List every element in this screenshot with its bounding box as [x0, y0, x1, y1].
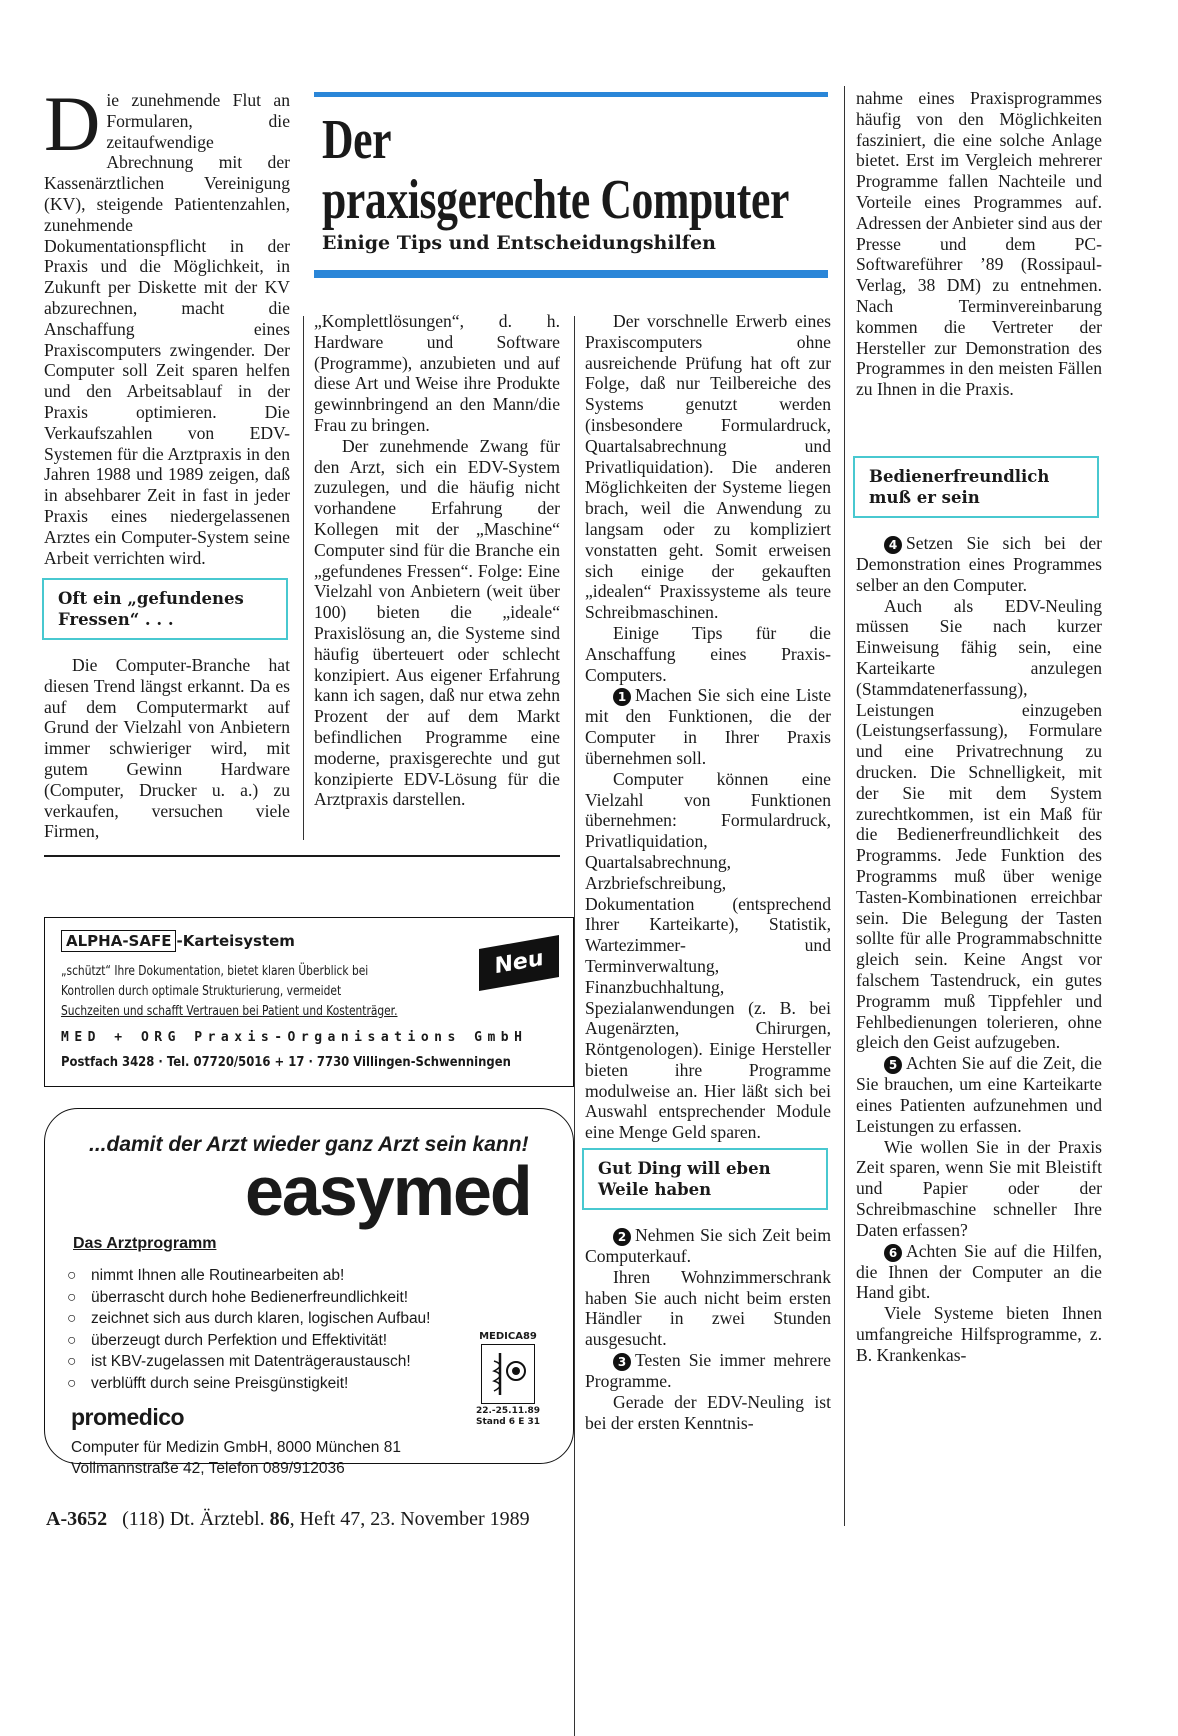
- column-rule: [303, 316, 304, 840]
- promedico-address: Computer für Medizin GmbH, 8000 München 81 Vollmannstraße 42, Telefon 089/912036: [71, 1439, 401, 1477]
- ad-address: Postfach 3428 · Tel. 07720/5016 + 17 · 7730 Villingen-Schwenningen: [61, 1054, 511, 1070]
- ad-description: „schützt“ Ihre Dokumentation, bietet klaren Überblick bei Kontrollen durch optimale Strukturierung, vermeidet Suchzeiten und schafft Vertrauen bei Patient und Kostenträger.: [61, 964, 398, 1019]
- ad-company: MED + ORG Praxis-Organisations GmbH: [61, 1030, 528, 1045]
- caduceus-icon: [481, 1344, 535, 1404]
- easymed-logo: easymed: [245, 1152, 531, 1230]
- feature-item: ○ ist KBV-zugelassen mit Datenträgeraustausch!: [67, 1351, 431, 1373]
- section-heading-box: [582, 1148, 828, 1210]
- ad-tagline: ...damit der Arzt wieder ganz Arzt sein kann!: [89, 1133, 529, 1156]
- title-bottom-bar: [314, 270, 828, 278]
- promedico-logo: promedico: [71, 1404, 185, 1430]
- section-heading: Bedienerfreundlich muß er sein: [869, 467, 1050, 507]
- number-5-icon: 5: [884, 1056, 902, 1074]
- feature-list: [67, 1265, 431, 1394]
- section-heading-box: [853, 456, 1099, 518]
- ad-separator-rule: [44, 855, 560, 857]
- alpha-safe-ad: [44, 917, 574, 1087]
- feature-item: ○ verblüfft durch seine Preisgünstigkeit!: [67, 1373, 431, 1395]
- feature-item: ○ zeichnet sich aus durch klaren, logischen Aufbau!: [67, 1308, 431, 1330]
- easymed-ad: [44, 1108, 574, 1477]
- title-top-bar: [314, 92, 828, 97]
- article-subtitle: Einige Tips und Entscheidungshilfen: [322, 232, 716, 254]
- number-6-icon: 6: [884, 1244, 902, 1262]
- article-column-2: „Komplettlösungen“, d. h. Hardware und Software (Programme), anzubieten und auf diese Art und Weise ihre Produkte gewinnbringend an den Mann/die Frau zu bringen. Der zunehmende Zwang für den Arzt, sich ein EDV-System zuzulegen, und die häufig nicht vorhandene Erfahrung der Kollegen mit der „Maschine“ Computer sind für die Branche ein „gefundenes Fressen“. Folge: Eine Vielzahl von Anbietern (weit über 100) bieten die „ideale“ Praxislösung an, die Systeme sind häufig überteuert oder schlecht konzipiert. Aus eigener Erfahrung kann ich sagen, daß nur etwa zehn Prozent der auf dem Markt befindlichen Programme eine moderne, praxisgerechte und gut konzipierte EDV-Lösung für die Arztpraxis darstellen.: [314, 311, 560, 810]
- section-heading-box: [42, 578, 288, 640]
- feature-item: ○ überrascht durch hohe Bedienerfreundlichkeit!: [67, 1287, 431, 1309]
- number-3-icon: 3: [613, 1353, 631, 1371]
- section-heading: Oft ein „gefundenes Fressen“ . . .: [58, 589, 244, 629]
- number-1-icon: 1: [613, 688, 631, 706]
- article-column-3: Der vorschnelle Erwerb eines Praxiscomputers ohne ausreichende Prüfung hat oft zur Folge, daß nur Teilbereiche des Systems genutzt werden (insbesondere Formulardruck, Quartalsabrechnung und Privatliquidation). Die anderen Möglichkeiten der Systeme liegen brach, weil die Anwendung zu langsam oder zu kompliziert vonstatten geht. Somit erweisen sich einige der gekauften „idealen“ Praxissysteme als teure Schreibmaschinen. Einige Tips für die Anschaffung eines Praxis-Computers. 1 Machen Sie sich eine Liste mit den Funktionen, die der Computer in Ihrer Praxis übernehmen soll. Computer können eine Vielzahl von Funktionen übernehmen: Formulardruck, Privatliquidation, Quartalsabrechnung, Arzbriefschreibung, Dokumentation (entsprechend Ihrer Karteikarte), Statistik, Wartezimmer- und Terminverwaltung, Finanzbuchhaltung, Spezialanwendungen (z. B. bei Augenärzten, Chirurgen, Röntgenologen). Einige Hersteller bieten ihre Programme modulweise an. Hier läßt sich bei Auswahl entsprechender Module eine Menge Geld sparen.: [585, 311, 831, 1143]
- article-column-3b: 2 Nehmen Sie sich Zeit beim Computerkauf. Ihren Wohnzimmerschrank haben Sie auch nicht beim ersten Händler in zwei Stunden ausgesucht. 3 Testen Sie immer mehrere Programme. Gerade der EDV-Neuling ist bei der ersten Kenntnis-: [585, 1225, 831, 1433]
- column-rule: [574, 316, 575, 1736]
- article-column-1b: Die Computer-Branche hat diesen Trend längst erkannt. Da es auf dem Computermarkt auf Grund der Vielzahl von Anbietern immer schwieriger wird, mit gutem Gewinn Hardware (Computer, Drucker u. a.) zu verkaufen, versuchen viele Firmen,: [44, 655, 290, 842]
- medica-badge: MEDICA89 22.-25.11.89 Stand 6 E 31: [475, 1331, 541, 1427]
- feature-item: ○ überzeugt durch Perfektion und Effektivität!: [67, 1330, 431, 1352]
- neu-badge: Neu: [479, 935, 559, 991]
- section-heading: Gut Ding will eben Weile haben: [598, 1159, 771, 1199]
- article-column-4: nahme eines Praxisprogrammes häufig von den Möglichkeiten fasziniert, die eine solche Anlage bietet. Erst im Vergleich mehrerer Programme fallen Nachteile und Vorteile eines Programmes auf. Adressen der Anbieter sind aus der Presse und dem PC-Softwareführer ’89 (Rossipaul-Verlag, 38 DM) zu entnehmen. Nach Terminvereinbarung kommen die Vertreter der Hersteller zur Demonstration des Programmes in den meisten Fällen zu Ihnen in die Praxis.: [856, 88, 1102, 400]
- feature-item: ○ nimmt Ihnen alle Routinearbeiten ab!: [67, 1265, 431, 1287]
- number-4-icon: 4: [884, 536, 902, 554]
- article-column-1: Die zunehmende Flut an Formularen, die zeitaufwendige Abrechnung mit der Kassenärztlichen Vereinigung (KV), steigende Patientenzahlen, zunehmende Dokumentationspflicht in der Praxis und die Möglichkeit, in Zukunft per Diskette mit der KV abzurechnen, macht die Anschaffung eines Praxiscomputers zwingender. Der Computer soll Zeit sparen helfen und den Arbeitsablauf in der Praxis optimieren. Die Verkaufszahlen von EDV-Systemen für die Arztpraxis in den Jahren 1988 und 1989 zeigen, daß in absehbarer Zeit in fast in jeder Praxis eines niedergelassenen Arztes ein Computer-System seine Arbeit verrichten wird.: [44, 80, 290, 568]
- article-column-4b: 4 Setzen Sie sich bei der Demonstration eines Programmes selber an den Computer. Auch als EDV-Neuling müssen Sie nach kurzer Einweisung fähig sein, eine Karteikarte anzulegen (Stammdatenerfassung), Leistungen einzugeben (Leistungserfassung), Formulare und eine Privatrechnung zu drucken. Die Schnelligkeit, mit der Sie mit dem System zurechtkommen, ist ein Maß für die Bedienerfreundlichkeit des Programms. Jede Funktion des Programms muß über wenige Tasten-Kombinationen erreichbar sein. Die Belegung der Tasten sollte für alle Programmabschnitte gleich sein. Keine Angst vor falschem Tastendruck, ein gutes Programm muß Tippfehler und Fehlbedienungen tolerieren, ohne gleich den Geist aufzugeben. 5 Achten Sie auf die Zeit, die Sie brauchen, um eine Karteikarte eines Patienten aufzunehmen und Leistungen zu erfassen. Wie wollen Sie in der Praxis Zeit sparen, wenn Sie mit Bleistift und Papier oder der Schreibmaschine schneller Ihre Daten erfassen? 6 Achten Sie auf die Hilfen, die Ihnen der Computer an die Hand gibt. Viele Systeme bieten Ihnen umfangreiche Hilfsprogramme, z. B. Krankenkas-: [856, 533, 1102, 1365]
- number-2-icon: 2: [613, 1228, 631, 1246]
- article-title: Der praxisgerechte Computer: [322, 109, 789, 231]
- page-footer: A-3652 (118) Dt. Ärztebl. 86, Heft 47, 23. November 1989: [46, 1508, 530, 1530]
- drop-cap: D: [44, 80, 101, 167]
- ad-subtitle: Das Arztprogramm: [73, 1235, 217, 1252]
- alpha-safe-brand: ALPHA-SAFE -Karteisystem: [61, 932, 295, 950]
- page-number: A-3652: [46, 1508, 108, 1530]
- column-rule: [844, 86, 845, 1526]
